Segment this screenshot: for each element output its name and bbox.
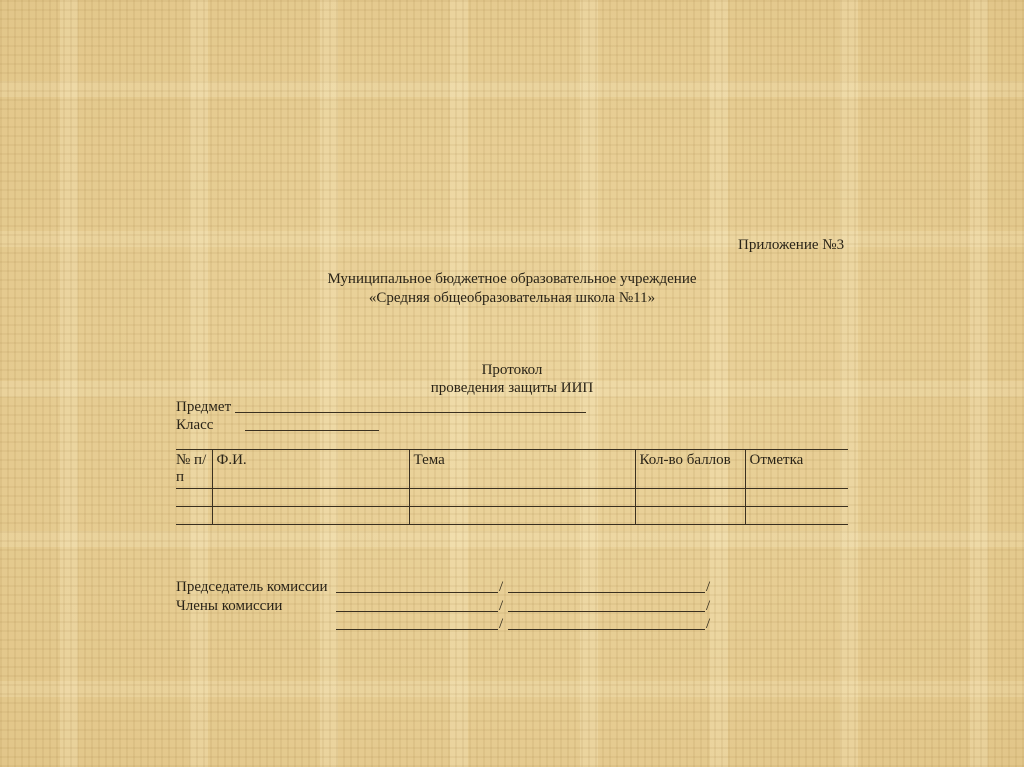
table-cell[interactable] [409, 489, 635, 507]
col-header-name: Ф.И. [212, 450, 409, 489]
table-cell[interactable] [212, 507, 409, 525]
table-cell[interactable] [635, 507, 745, 525]
member-1-name-line[interactable] [336, 611, 498, 612]
chairman-signature-line[interactable] [508, 592, 705, 593]
chairman-name-line[interactable] [336, 592, 498, 593]
class-fill-line[interactable] [245, 430, 379, 431]
table-cell[interactable] [745, 507, 848, 525]
members-label: Члены комиссии [176, 598, 283, 614]
class-label: Класс [176, 417, 214, 433]
col-header-topic: Тема [409, 450, 635, 489]
member-2-end-separator: / [706, 616, 711, 632]
chairman-label: Председатель комиссии [176, 579, 328, 595]
protocol-title: Протокол [481, 362, 543, 378]
table-row [176, 507, 848, 525]
member-2-name-line[interactable] [336, 629, 498, 630]
protocol-subtitle: проведения защиты ИИП [430, 380, 594, 396]
subject-fill-line[interactable] [235, 412, 586, 413]
member-1-end-separator: / [706, 598, 711, 614]
table-cell[interactable] [176, 489, 212, 507]
table-header-row [176, 450, 848, 489]
table-cell[interactable] [176, 507, 212, 525]
institution-line-2: «Средняя общеобразовательная школа №11» [368, 290, 656, 306]
table-cell[interactable] [745, 489, 848, 507]
appendix-label: Приложение №3 [738, 237, 845, 253]
chairman-separator: / [499, 579, 504, 595]
col-header-points: Кол-во баллов [635, 450, 745, 489]
institution-line-1: Муниципальное бюджетное образовательное учреждение [327, 271, 697, 287]
subject-label: Предмет [176, 399, 232, 415]
member-1-signature-line[interactable] [508, 611, 705, 612]
table-cell[interactable] [635, 489, 745, 507]
member-2-signature-line[interactable] [508, 629, 705, 630]
col-header-grade: Отметка [745, 450, 848, 489]
table-cell[interactable] [409, 507, 635, 525]
table-row [176, 489, 848, 507]
table-cell[interactable] [212, 489, 409, 507]
member-1-separator: / [499, 598, 504, 614]
protocol-table [176, 449, 848, 525]
col-header-number: № п/п [176, 450, 212, 489]
chairman-end-separator: / [706, 579, 711, 595]
member-2-separator: / [499, 616, 504, 632]
